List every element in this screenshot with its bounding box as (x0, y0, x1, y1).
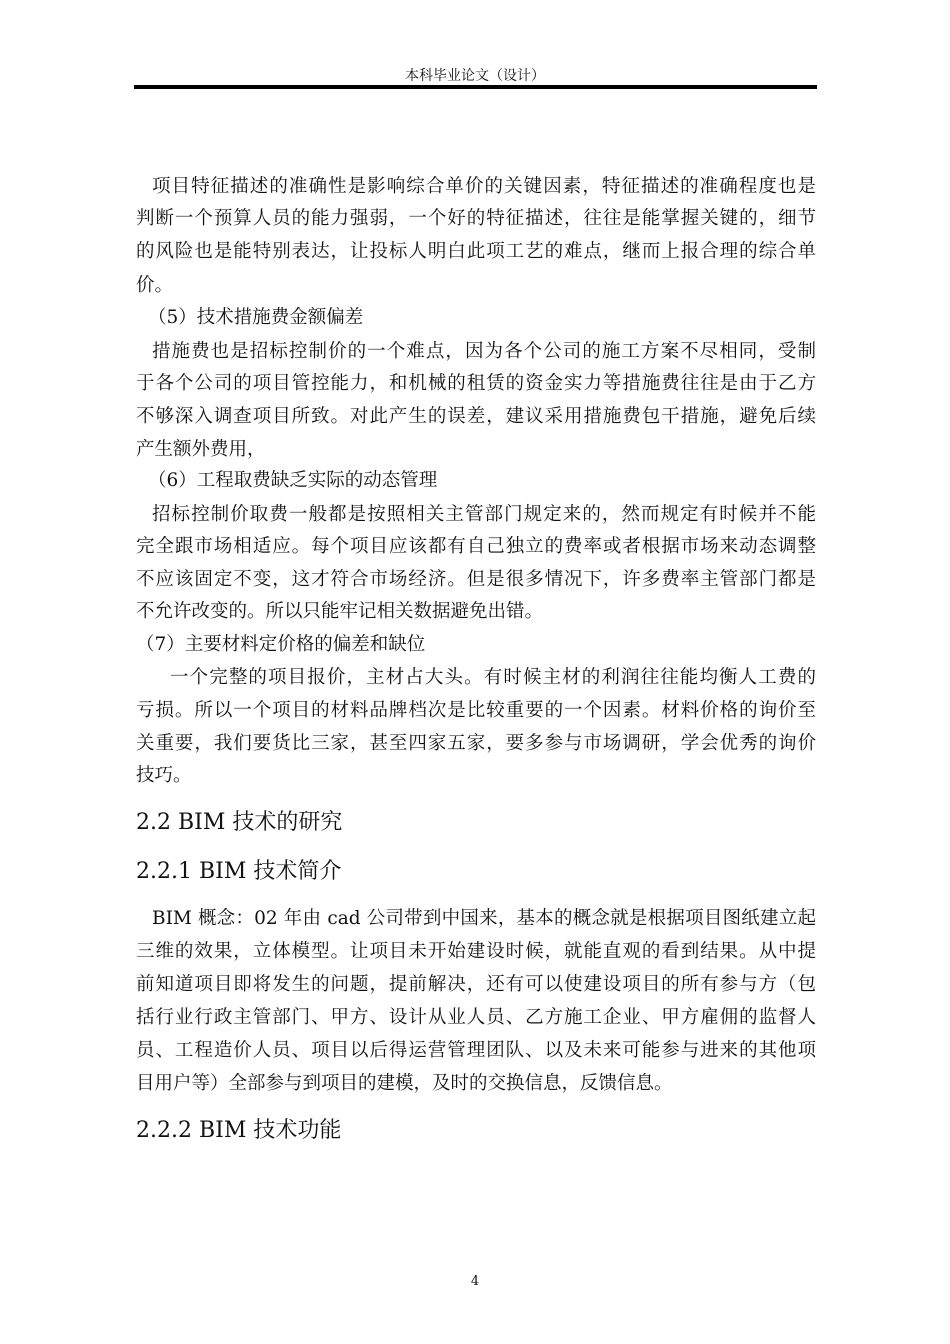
paragraph-line: 不应该固定不变，这才符合市场经济。但是很多情况下，许多费率主管部门都是 (136, 569, 816, 590)
paragraph-line: 项目特征描述的准确性是影响综合单价的关键因素，特征描述的准确程度也是 (152, 176, 816, 197)
paragraph-line: 亏损。所以一个项目的材料品牌档次是比较重要的一个因素。材料价格的询价至 (136, 700, 816, 721)
paragraph-line: 关重要，我们要货比三家，甚至四家五家，要多参与市场调研，学会优秀的询价 (136, 733, 816, 754)
section-heading-2-2-2: 2.2.2 BIM 技术功能 (136, 1118, 342, 1143)
paragraph-line: 括行业行政主管部门、甲方、设计从业人员、乙方施工企业、甲方雇佣的监督人 (136, 1007, 816, 1028)
paragraph-line: 价。 (136, 275, 174, 296)
paragraph-line: 三维的效果，立体模型。让项目未开始建设时候，就能直观的看到结果。从中提 (136, 941, 816, 962)
paragraph-line: 目用户等）全部参与到项目的建模，及时的交换信息，反馈信息。 (136, 1073, 673, 1094)
paragraph-line: 招标控制价取费一般都是按照相关主管部门规定来的，然而规定有时候并不能 (152, 504, 816, 525)
paragraph-line: 员、工程造价人员、项目以后得运营管理团队、以及未来可能参与进来的其他项 (136, 1040, 816, 1061)
paragraph-line: 技巧。 (136, 765, 192, 786)
paragraph-line: 措施费也是招标控制价的一个难点，因为各个公司的施工方案不尽相同，受制 (152, 341, 816, 362)
subheading-7: （7）主要材料定价格的偏差和缺位 (136, 634, 426, 655)
paragraph-line: 前知道项目即将发生的问题，提前解决，还有可以使建设项目的所有参与方（包 (136, 974, 816, 995)
paragraph-line: 一个完整的项目报价，主材占大头。有时候主材的利润往往能均衡人工费的 (170, 667, 816, 688)
paragraph-line: 不够深入调查项目所致。对此产生的误差，建议采用措施费包干措施，避免后续 (136, 406, 816, 427)
paragraph-line: BIM 概念：02 年由 cad 公司带到中国来，基本的概念就是根据项目图纸建立起 (152, 908, 816, 929)
paragraph-line: 的风险也是能特别表达，让投标人明白此项工艺的难点，继而上报合理的综合单 (136, 241, 816, 262)
paragraph-line: 于各个公司的项目管控能力，和机械的租赁的资金实力等措施费往往是由于乙方 (136, 373, 816, 394)
header-rule (134, 85, 817, 89)
paragraph-line: 不允许改变的。所以只能牢记相关数据避免出错。 (136, 601, 544, 622)
subheading-6: （6）工程取费缺乏实际的动态管理 (148, 470, 438, 491)
paragraph-line: 判断一个预算人员的能力强弱，一个好的特征描述，往往是能掌握关键的，细节 (136, 208, 816, 229)
paragraph-line: 完全跟市场相适应。每个项目应该都有自己独立的费率或者根据市场来动态调整 (136, 536, 816, 557)
page-number: 4 (470, 1274, 480, 1289)
paragraph-line: 产生额外费用， (136, 439, 266, 460)
page-header-title: 本科毕业论文（设计） (405, 68, 545, 84)
subheading-5: （5）技术措施费金额偏差 (148, 307, 364, 328)
section-heading-2-2-1: 2.2.1 BIM 技术简介 (136, 859, 342, 884)
section-heading-2-2: 2.2 BIM 技术的研究 (136, 810, 343, 835)
